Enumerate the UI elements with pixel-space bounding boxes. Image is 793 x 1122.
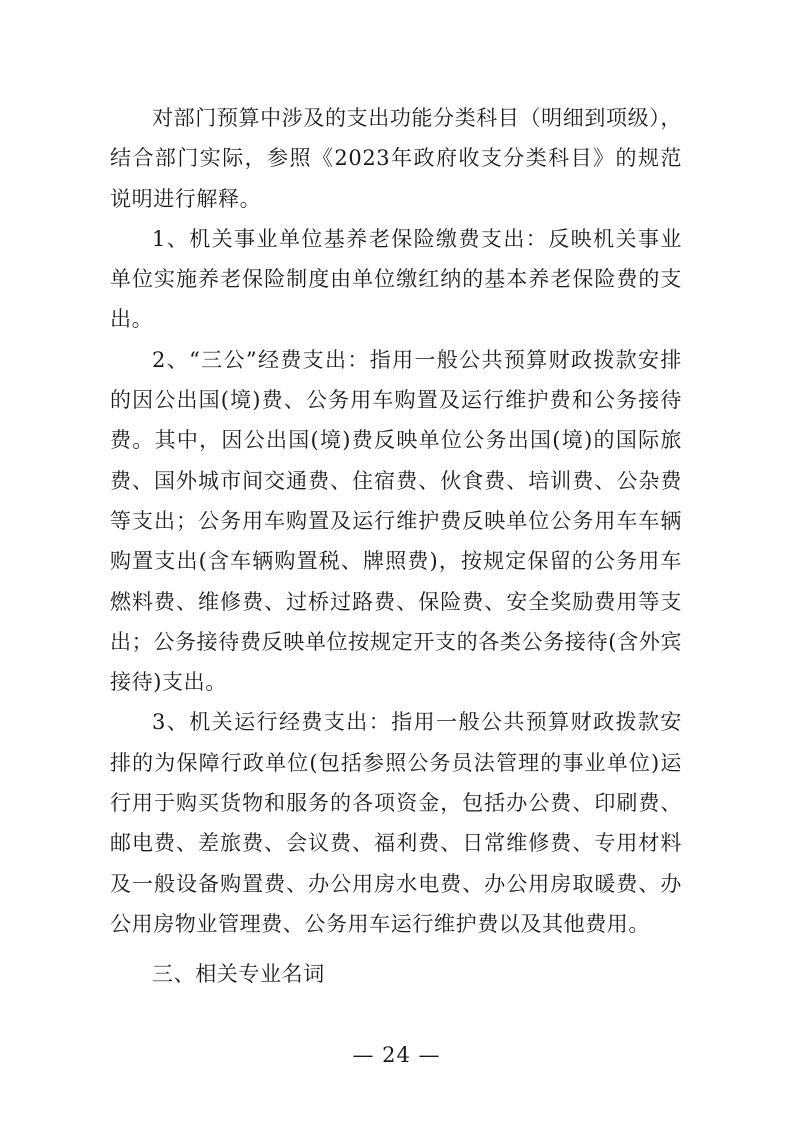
page-number: — 24 — (352, 1043, 441, 1067)
paragraph-three-public-expenses: 2、“三公”经费支出：指用一般公共预算财政拨款安排的因公出国(境)费、公务用车购置及运行维护费和公务接待费。其中，因公出国(境)费反映单位公务出国(境)的国际旅费、国外城市间交通费、住宿费、伙食费、培训费、公杂费等支出；公务用车购置及运行维护费反映单位公务用车车辆购置支出(含车辆购置税、牌照费)，按规定保留的公务用车燃料费、维修费、过桥过路费、保险费、安全奖励费用等支出；公务接待费反映单位按规定开支的各类公务接待(含外宾接待)支出。 (110, 347, 682, 695)
paragraph-operating-expenses: 3、机关运行经费支出：指用一般公共预算财政拨款安排的为保障行政单位(包括参照公务员法管理的事业单位)运行用于购买货物和服务的各项资金，包括办公费、印刷费、邮电费、差旅费、会议费、福利费、日常维修费、专用材料及一般设备购置费、办公用房水电费、办公用房取暖费、办公用房物业管理费、公务用车运行维护费以及其他费用。 (110, 710, 682, 936)
document-body (110, 98, 682, 995)
paragraph-pension-insurance: 1、机关事业单位基养老保险缴费支出：反映机关事业单位实施养老保险制度由单位缴红纳的基本养老保险费的支出。 (110, 226, 682, 332)
paragraph-intro: 对部门预算中涉及的支出功能分类科目（明细到项级），结合部门实际，参照《2023年政府收支分类科目》的规范说明进行解释。 (110, 106, 682, 211)
section-heading-terms: 三、相关专业名词 (152, 962, 325, 987)
